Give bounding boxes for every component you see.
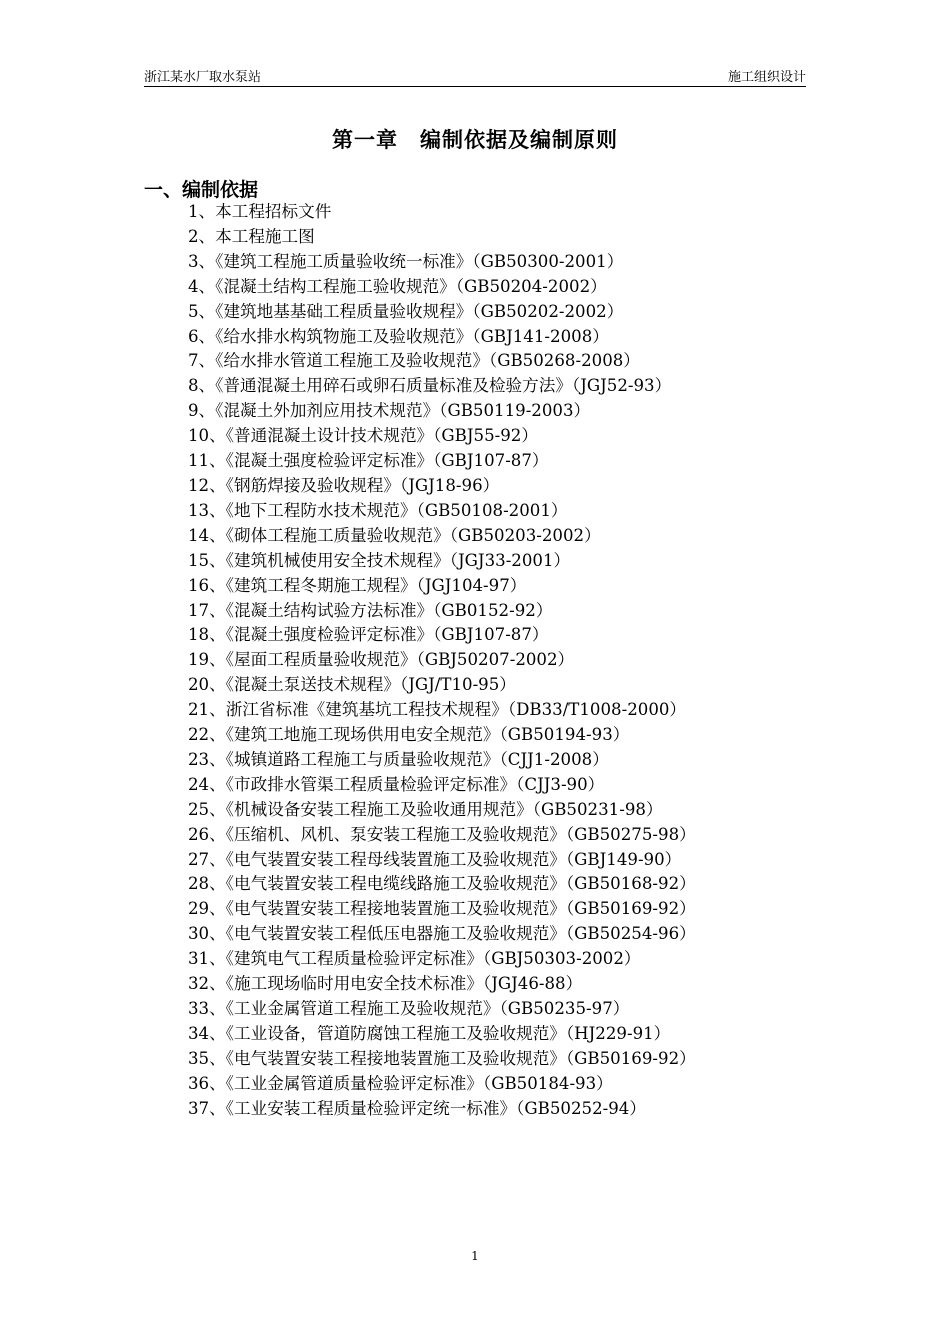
list-item: 31、《建筑电气工程质量检验评定标准》（GBJ50303-2002） xyxy=(188,949,641,969)
list-item: 13、《地下工程防水技术规范》（GB50108-2001） xyxy=(188,500,568,520)
list-item: 24、《市政排水管渠工程质量检验评定标准》（CJJ3-90） xyxy=(188,774,605,794)
list-item: 7、《给水排水管道工程施工及验收规范》（GB50268-2008） xyxy=(188,351,640,371)
list-item: 4、《混凝土结构工程施工验收规范》（GB50204-2002） xyxy=(188,276,607,296)
list-item: 1、本工程招标文件 xyxy=(188,202,332,221)
list-item: 30、《电气装置安装工程低压电器施工及验收规范》（GB50254-96） xyxy=(188,924,696,944)
header-project-name: 浙江某水厂取水泵站 xyxy=(144,70,262,85)
list-item: 23、《城镇道路工程施工与质量验收规范》（CJJ1-2008） xyxy=(188,749,609,769)
list-item: 33、《工业金属管道工程施工及验收规范》（GB50235-97） xyxy=(188,999,630,1018)
list-item: 8、《普通混凝土用碎石或卵石质量标准及检验方法》（JGJ52-93） xyxy=(188,376,672,396)
list-item: 20、《混凝土泵送技术规程》（JGJ/T10-95） xyxy=(188,675,516,695)
list-item: 19、《屋面工程质量验收规范》（GBJ50207-2002） xyxy=(188,650,575,670)
list-item: 6、《给水排水构筑物施工及验收规范》（GBJ141-2008） xyxy=(188,326,609,346)
list-item: 16、《建筑工程冬期施工规程》（JGJ104-97） xyxy=(188,575,527,595)
reference-list xyxy=(144,200,808,1122)
list-item: 26、《压缩机、风机、泵安装工程施工及验收规范》（GB50275-98） xyxy=(188,824,696,844)
list-item: 18、《混凝土强度检验评定标准》（GBJ107-87） xyxy=(188,625,549,645)
chapter-title: 第一章 编制依据及编制原则 xyxy=(332,128,618,152)
list-item: 17、《混凝土结构试验方法标准》（GB0152-92） xyxy=(188,600,553,620)
list-item: 12、《钢筋焊接及验收规程》（JGJ18-96） xyxy=(188,475,500,495)
list-item: 10、《普通混凝土设计技术规范》（GBJ55-92） xyxy=(188,426,538,446)
list-item: 2、本工程施工图 xyxy=(188,226,315,246)
list-item: 37、《工业安装工程质量检验评定统一标准》（GB50252-94） xyxy=(188,1098,646,1118)
list-item: 5、《建筑地基基础工程质量验收规程》（GB50202-2002） xyxy=(188,301,624,321)
list-item: 9、《混凝土外加剂应用技术规范》（GB50119-2003） xyxy=(188,401,591,421)
header-document-type: 施工组织设计 xyxy=(727,70,806,85)
list-item: 22、《建筑工地施工现场供用电安全规范》（GB50194-93） xyxy=(188,725,630,745)
list-item: 29、《电气装置安装工程接地装置施工及验收规范》（GB50169-92） xyxy=(188,899,696,919)
list-item: 14、《砌体工程施工质量验收规范》（GB50203-2002） xyxy=(188,525,601,545)
page-header xyxy=(144,66,806,87)
list-item: 3、《建筑工程施工质量验收统一标准》（GB50300-2001） xyxy=(188,251,624,271)
list-item: 28、《电气装置安装工程电缆线路施工及验收规范》（GB50168-92） xyxy=(188,874,696,894)
list-item: 15、《建筑机械使用安全技术规程》（JGJ33-2001） xyxy=(188,550,571,570)
list-item: 11、《混凝土强度检验评定标准》（GBJ107-87） xyxy=(188,451,549,471)
page-number: 1 xyxy=(471,1249,479,1263)
list-item: 21、浙江省标准《建筑基坑工程技术规程》（DB33/T1008-2000） xyxy=(188,700,687,720)
list-item: 36、《工业金属管道质量检验评定标准》（GB50184-93） xyxy=(188,1073,613,1093)
list-item: 32、《施工现场临时用电安全技术标准》（JGJ46-88） xyxy=(188,974,583,994)
list-item: 34、《工业设备，管道防腐蚀工程施工及验收规范》（HJ229-91） xyxy=(188,1023,671,1043)
list-item: 27、《电气装置安装工程母线装置施工及验收规范》（GBJ149-90） xyxy=(188,849,682,869)
section-heading: 一、编制依据 xyxy=(144,179,259,201)
list-item: 35、《电气装置安装工程接地装置施工及验收规范》（GB50169-92） xyxy=(188,1048,696,1068)
list-item: 25、《机械设备安装工程施工及验收通用规范》（GB50231-98） xyxy=(188,799,663,819)
